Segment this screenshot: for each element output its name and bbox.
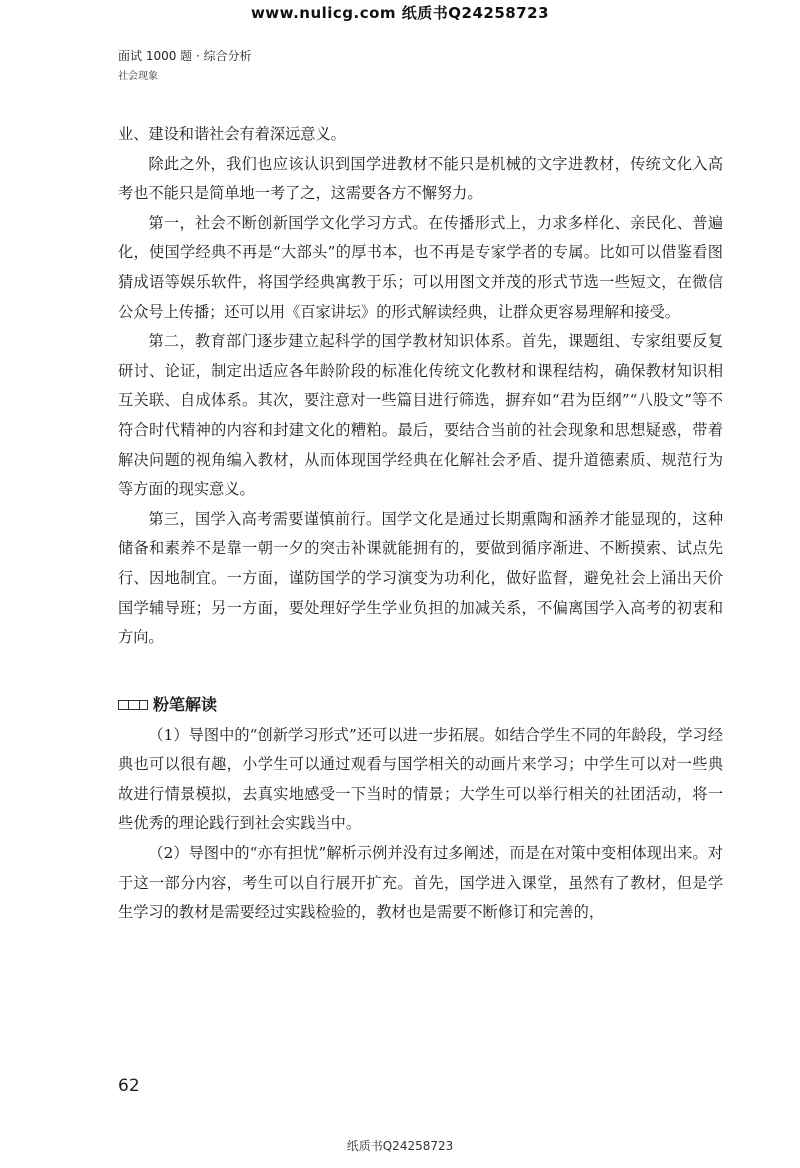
- paragraph: （1）导图中的“创新学习形式”还可以进一步拓展。如结合学生不同的年龄段，学习经典也可以很有趣，小学生可以通过观看与国学相关的动画片来学习；中学生可以对一些典故进行情景模拟，去真实地感受一下当时的情景；大学生可以举行相关的社团活动，将一些优秀的理论践行到社会实践当中。: [118, 725, 723, 833]
- book-title: 面试 1000 题 · 综合分析: [118, 49, 252, 63]
- spacer: [118, 653, 723, 689]
- chapter-subtitle: 社会现象: [118, 71, 158, 82]
- paragraph: 第三，国学入高考需要谨慎前行。国学文化是通过长期熏陶和涵养才能显现的，这种储备和素养不是靠一朝一夕的突击补课就能拥有的，要做到循序渐进、不断摸索、试点先行、因地制宜。一方面，谨防国学的学习演变为功利化，做好监督，避免社会上涌出天价国学辅导班；另一方面，要处理好学生学业负担的加减关系，不偏离国学入高考的初衷和方向。: [118, 509, 723, 647]
- section-heading-label: 粉笔解读: [153, 694, 218, 714]
- paragraph: 业、建设和谐社会有着深远意义。: [118, 125, 346, 143]
- paragraph: 第二，教育部门逐步建立起科学的国学教材知识体系。首先，课题组、专家组要反复研讨、论证，制定出适应各年龄阶段的标准化传统文化教材和课程结构，确保教材知识相互关联、自成体系。其次，要注意对一些篇目进行筛选，摒弃如“君为臣纲”“八股文”等不符合时代精神的内容和封建文化的糟粕。最后，要结合当前的社会现象和思想疑惑，带着解决问题的视角编入教材，从而体现国学经典在化解社会矛盾、提升道德素质、规范行为等方面的现实意义。: [118, 332, 723, 499]
- chalk-box-icon: [118, 700, 148, 710]
- paragraph: 第一，社会不断创新国学文化学习方式。在传播形式上，力求多样化、亲民化、普遍化，使国学经典不再是“大部头”的厚书本，也不再是专家学者的专属。比如可以借鉴看图猜成语等娱乐软件，将国学经典寓教于乐；可以用图文并茂的形式节选一些短文，在微信公众号上传播；还可以用《百家讲坛》的形式解读经典，让群众更容易理解和接受。: [118, 213, 723, 321]
- top-watermark: www.nulicg.com 纸质书Q24258723: [250, 4, 550, 22]
- page-number: 62: [118, 1076, 140, 1096]
- page-content: [118, 120, 723, 928]
- paragraph: （2）导图中的“亦有担忧”解析示例并没有过多阐述，而是在对策中变相体现出来。对于这一部分内容，考生可以自行展开扩充。首先，国学进入课堂，虽然有了教材，但是学生学习的教材是需要经过实践检验的，教材也是需要不断修订和完善的，: [118, 844, 723, 922]
- section-heading: [118, 689, 723, 721]
- paragraph: 除此之外，我们也应该认识到国学进教材不能只是机械的文字进教材，传统文化入高考也不能只是简单地一考了之，这需要各方不懈努力。: [118, 154, 723, 203]
- bottom-watermark: 纸质书Q24258723: [346, 1139, 454, 1153]
